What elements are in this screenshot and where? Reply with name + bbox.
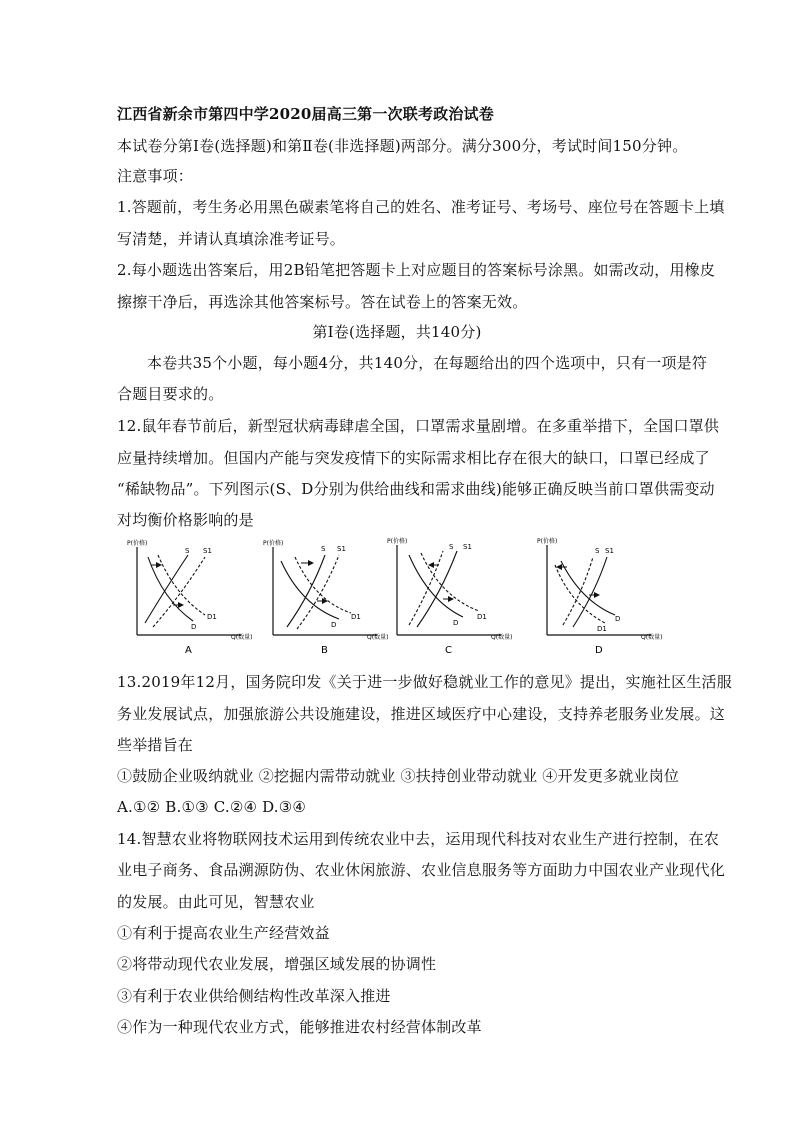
demand-curve-shifted bbox=[295, 557, 351, 613]
label-d: D bbox=[453, 619, 459, 627]
supply-curve bbox=[573, 557, 607, 627]
q14-option-2: ②将带动现代农业发展，增强区域发展的协调性 bbox=[117, 955, 437, 973]
q14-option-4: ④作为一种现代农业方式，能够推进农村经营体制改革 bbox=[117, 1018, 482, 1036]
y-axis-label: P(价格) bbox=[537, 538, 558, 545]
notice-1-line-1: 1.答题前，考生务必用黑色碳素笔将自己的姓名、准考证号、考场号、座位号在答题卡上填 bbox=[117, 198, 725, 216]
q12-figures bbox=[117, 535, 677, 660]
q14-line-1: 14.智慧农业将物联网技术运用到传统农业中去，运用现代科技对农业生产进行控制，在农 bbox=[117, 830, 720, 848]
label-s1: S1 bbox=[605, 547, 614, 555]
y-axis-label: P(价格) bbox=[387, 538, 408, 545]
q14-option-3: ③有利于农业供给侧结构性改革深入推进 bbox=[117, 987, 391, 1005]
q13-line-1: 13.2019年12月，国务院印发《关于进一步做好稳就业工作的意见》提出，实施社区生活服 bbox=[117, 673, 732, 691]
label-d1: D1 bbox=[207, 613, 217, 621]
label-d: D bbox=[331, 621, 337, 629]
label-d1: D1 bbox=[477, 613, 487, 621]
label-s1: S1 bbox=[203, 547, 212, 555]
q14-option-1: ①有利于提高农业生产经营效益 bbox=[117, 924, 330, 942]
section-desc-line-2: 合题目要求的。 bbox=[117, 385, 224, 403]
y-axis-label: P(价格) bbox=[127, 540, 148, 547]
q12-line-3: “稀缺物品”。下列图示(S、D分别为供给曲线和需求曲线)能够正确反映当前口罩供需变动 bbox=[117, 480, 715, 498]
label-d: D bbox=[615, 615, 621, 623]
label-s1: S1 bbox=[463, 543, 472, 551]
y-axis-label: P(价格) bbox=[263, 540, 284, 547]
x-axis-label: Q(数量) bbox=[641, 634, 663, 641]
label-s: S bbox=[449, 543, 454, 551]
figure-c bbox=[383, 535, 523, 660]
label-s: S bbox=[321, 545, 326, 553]
figure-letter: A bbox=[185, 645, 192, 656]
notice-1-line-2: 写清楚，并请认真填涂准考证号。 bbox=[117, 230, 346, 248]
q13-choices: A.①② B.①③ C.②④ D.③④ bbox=[117, 798, 307, 816]
supply-curve-shifted bbox=[563, 557, 593, 625]
q13-line-3: 些举措旨在 bbox=[117, 736, 194, 754]
figure-d bbox=[533, 535, 673, 660]
section-title: 第Ⅰ卷(选择题，共140分) bbox=[312, 323, 482, 341]
label-s1: S1 bbox=[337, 545, 346, 553]
x-axis-label: Q(数量) bbox=[231, 634, 253, 641]
q13-options: ①鼓励企业吸纳就业 ②挖掘内需带动就业 ③扶持创业带动就业 ④开发更多就业岗位 bbox=[117, 767, 680, 785]
notice-2-line-1: 2.每小题选出答案后，用2B铅笔把答题卡上对应题目的答案标号涂黑。如需改动，用橡皮 bbox=[117, 261, 716, 279]
notice-2-line-2: 擦擦干净后，再选涂其他答案标号。答在试卷上的答案无效。 bbox=[117, 293, 528, 311]
figure-b bbox=[259, 535, 399, 660]
demand-curve bbox=[561, 561, 615, 615]
x-axis-label: Q(数量) bbox=[491, 634, 513, 641]
q12-line-2: 应量持续增加。但国内产能与突发疫情下的实际需求相比存在很大的缺口，口罩已经成了 bbox=[117, 449, 710, 467]
section-desc-line-1: 本卷共35个小题，每小题4分，共140分，在每题给出的四个选项中，只有一项是符 bbox=[147, 354, 708, 372]
figure-letter: C bbox=[445, 645, 452, 656]
label-s: S bbox=[595, 547, 600, 555]
exam-title: 江西省新余市第四中学2020届高三第一次联考政治试卷 bbox=[117, 105, 494, 123]
supply-curve bbox=[417, 551, 457, 627]
label-d1: D1 bbox=[351, 613, 361, 621]
demand-curve bbox=[409, 555, 463, 617]
q12-line-1: 12.鼠年春节前后，新型冠状病毒肆虐全国，口罩需求量剧增。在多重举措下，全国口罩供 bbox=[117, 417, 720, 435]
x-axis-label: Q(数量) bbox=[367, 634, 389, 641]
exam-intro: 本试卷分第Ⅰ卷(选择题)和第Ⅱ卷(非选择题)两部分。满分300分，考试时间150分钟。 bbox=[117, 137, 688, 155]
q14-line-2: 业电子商务、食品溯源防伪、农业休闲旅游、农业信息服务等方面助力中国农业产业现代化 bbox=[117, 861, 726, 879]
q14-line-3: 的发展。由此可见，智慧农业 bbox=[117, 893, 315, 911]
demand-curve-shifted bbox=[421, 553, 479, 611]
demand-curve-shifted bbox=[555, 565, 605, 623]
q13-line-2: 务业发展试点，加强旅游公共设施建设，推进区域医疗中心建设，支持养老服务业发展。这 bbox=[117, 705, 726, 723]
supply-curve-shifted bbox=[153, 557, 205, 627]
figure-letter: D bbox=[595, 645, 603, 656]
notice-heading: 注意事项： bbox=[117, 167, 194, 185]
figure-a bbox=[123, 535, 263, 660]
label-s: S bbox=[185, 547, 190, 555]
demand-curve bbox=[148, 557, 193, 621]
label-d: D bbox=[191, 623, 197, 631]
label-d1: D1 bbox=[597, 625, 607, 633]
figure-letter: B bbox=[321, 645, 328, 656]
q12-line-4: 对均衡价格影响的是 bbox=[117, 511, 254, 529]
